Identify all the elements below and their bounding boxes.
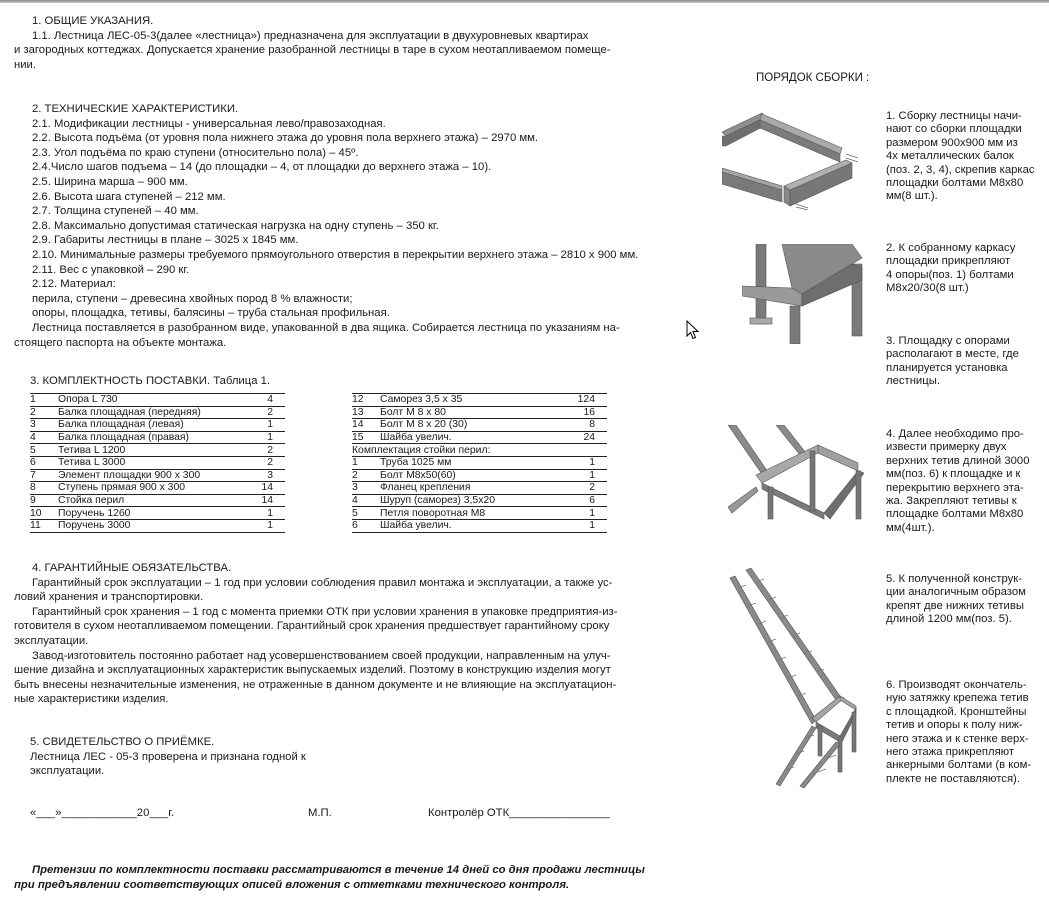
table-row bbox=[352, 469, 607, 482]
part-quantity: 1 bbox=[253, 431, 285, 444]
frame-beams-illustration bbox=[722, 110, 862, 210]
part-quantity: 1 bbox=[561, 469, 607, 482]
stamp-label: М.П. bbox=[308, 807, 332, 819]
section-warranty bbox=[14, 561, 639, 707]
paragraph-line: эксплуатации. bbox=[30, 765, 105, 778]
spec-item: перила, ступени – древесина хвойных пород 8 % влажности; bbox=[32, 292, 353, 305]
spec-item: 2.1. Модификации лестницы - универсальная лево/правозаходная. bbox=[32, 117, 386, 130]
table-row bbox=[30, 507, 285, 520]
step-line: 3. Площадку с опорами bbox=[886, 335, 1010, 347]
step-line: крепят две нижних тетивы bbox=[886, 599, 1024, 612]
part-quantity: 14 bbox=[253, 482, 285, 495]
row-number: 3 bbox=[352, 482, 380, 495]
row-number: 6 bbox=[352, 519, 380, 532]
row-number: 14 bbox=[352, 419, 380, 432]
paragraph-line: ловий хранения и транспортировки. bbox=[14, 591, 204, 604]
step-line: площадки прикрепляют bbox=[886, 255, 1011, 268]
table-row bbox=[352, 456, 607, 469]
table-row bbox=[30, 482, 285, 495]
row-number: 1 bbox=[352, 456, 380, 469]
step-line: планируется установка bbox=[886, 361, 1008, 374]
assembly-title: ПОРЯДОК СБОРКИ : bbox=[756, 72, 870, 84]
step-line: тетив и опоры к полу ниж- bbox=[886, 719, 1023, 732]
row-number: 4 bbox=[352, 494, 380, 507]
section-title: 1. ОБЩИЕ УКАЗАНИЯ. bbox=[32, 15, 154, 27]
spec-item: 2.5. Ширина марша – 900 мм. bbox=[32, 175, 188, 188]
spec-item: 2.4.Число шагов подъема – 14 (до площадки – 4, от площадки до верхнего этажа – 10). bbox=[32, 161, 492, 174]
part-quantity: 24 bbox=[561, 431, 607, 444]
section-acceptance bbox=[30, 735, 370, 779]
part-name: Поручень 3000 bbox=[58, 519, 253, 532]
section-title: 2. ТЕХНИЧЕСКИЕ ХАРАКТЕРИСТИКИ. bbox=[32, 103, 239, 115]
table-row bbox=[352, 431, 607, 444]
assembly-step-3 bbox=[886, 335, 1038, 389]
table-row bbox=[30, 419, 285, 432]
section-title: 4. ГАРАНТИЙНЫЕ ОБЯЗАТЕЛЬСТВА. bbox=[32, 562, 232, 574]
table-row bbox=[30, 469, 285, 482]
part-name: Поручень 1260 bbox=[58, 507, 253, 520]
part-quantity: 2 bbox=[253, 406, 285, 419]
row-number: 6 bbox=[30, 456, 58, 469]
paragraph-line: при предъявлении соответствующих описей вложения с отметками технического контроля. bbox=[14, 878, 570, 891]
table-row bbox=[30, 519, 285, 532]
step-line: плекте не поставляются). bbox=[886, 772, 1020, 785]
section-title: 3. КОМПЛЕКТНОСТЬ ПОСТАВКИ. Таблица 1. bbox=[30, 375, 271, 387]
spec-item: опоры, площадка, тетивы, балясины – труба стальная профильная. bbox=[32, 307, 390, 320]
step-line: анкерными болтами (в ком- bbox=[886, 759, 1032, 772]
step-line: 6. Производят окончатель- bbox=[886, 679, 1027, 691]
part-name: Балка площадная (правая) bbox=[58, 431, 253, 444]
step-line: него этажа прикрепляют bbox=[886, 746, 1015, 759]
part-name: Шайба увелич. bbox=[380, 431, 561, 444]
stringer-fitting-illustration bbox=[728, 425, 880, 520]
step-line: него этажа и к стенке верх- bbox=[886, 732, 1029, 745]
spec-item: 2.10. Минимальные размеры требуемого прямоугольного отверстия в перекрытии верхнего этажа – 2810 х 900 мм. bbox=[32, 248, 639, 261]
paragraph-line: Лестница ЛЕС - 05-3 проверена и признана годной к bbox=[30, 750, 306, 763]
mouse-cursor-icon bbox=[686, 320, 700, 340]
part-quantity: 2 bbox=[253, 444, 285, 457]
table-row bbox=[352, 419, 607, 432]
part-name: Ступень прямая 900 х 300 bbox=[58, 482, 253, 495]
part-quantity: 2 bbox=[561, 482, 607, 495]
paragraph-line: Гарантийный срок хранения – 1 год с момента приемки ОТК при условии хранения в упаковке предприятия-из- bbox=[32, 605, 618, 618]
part-name: Элемент площадки 900 х 300 bbox=[58, 469, 253, 482]
part-name: Тетива L 1200 bbox=[58, 444, 253, 457]
assembly-step-4 bbox=[886, 428, 1038, 535]
part-quantity: 1 bbox=[561, 456, 607, 469]
paragraph-line: 1.1. Лестница ЛЕС-05-3(далее «лестница») предназначена для эксплуатации в двухуровневых квартирах bbox=[32, 29, 589, 42]
part-quantity: 16 bbox=[561, 406, 607, 419]
step-line: извести примерку двух bbox=[886, 441, 1007, 454]
part-name: Петля поворотная М8 bbox=[380, 507, 561, 520]
paragraph-line: быть внесены незначительные изменения, не отраженные в данном документе и не влияющие на эксплуатацион- bbox=[14, 678, 617, 691]
table-row bbox=[30, 456, 285, 469]
part-quantity: 1 bbox=[561, 519, 607, 532]
step-line: нают со сборки площадки bbox=[886, 123, 1022, 136]
controller-field: Контролёр ОТК________________ bbox=[428, 807, 610, 819]
part-quantity: 8 bbox=[561, 419, 607, 432]
paragraph-line: стоящего паспорта на объекте монтажа. bbox=[14, 336, 227, 349]
step-line: мм(поз. 6) к площадке и к bbox=[886, 468, 1021, 481]
part-name: Болт М 8 х 20 (30) bbox=[380, 419, 561, 432]
step-line: располагают в месте, где bbox=[886, 348, 1019, 361]
step-line: 1. Сборку лестницы начи- bbox=[886, 110, 1022, 122]
step-line: (поз. 2, 3, 4), скрепив каркас bbox=[886, 163, 1035, 176]
step-line: ную затяжку крепежа тетив bbox=[886, 692, 1029, 705]
row-number: 8 bbox=[30, 482, 58, 495]
claims-notice bbox=[14, 863, 645, 892]
part-name: Тетива L 3000 bbox=[58, 456, 253, 469]
step-line: верхних тетив длиной 3000 bbox=[886, 454, 1030, 467]
table-row bbox=[352, 494, 607, 507]
step-line: М8х20/30(8 шт.) bbox=[886, 282, 969, 295]
part-quantity: 4 bbox=[253, 394, 285, 407]
spec-item: 2.7. Толщина ступеней – 40 мм. bbox=[32, 205, 199, 218]
paragraph-line: эксплуатации. bbox=[14, 634, 89, 647]
part-name: Балка площадная (левая) bbox=[58, 419, 253, 432]
step-line: 4 опоры(поз. 1) болтами bbox=[886, 268, 1014, 281]
part-name: Саморез 3,5 х 35 bbox=[380, 394, 561, 407]
table-row bbox=[352, 519, 607, 532]
step-line: 5. К полученной конструк- bbox=[886, 573, 1022, 585]
row-number: 15 bbox=[352, 431, 380, 444]
step-line: длиной 1200 мм(поз. 5). bbox=[886, 613, 1012, 626]
railing-kit-subtitle: Комплектация стойки перил: bbox=[352, 444, 607, 457]
parts-table-left bbox=[30, 393, 285, 533]
window-top-border bbox=[0, 0, 1049, 3]
part-name: Болт М8х50(60) bbox=[380, 469, 561, 482]
row-number: 7 bbox=[30, 469, 58, 482]
paragraph-line: Лестница поставляется в разобранном виде, упакованной в два ящика. Собирается лестница по указаниям на- bbox=[32, 321, 620, 334]
row-number: 13 bbox=[352, 406, 380, 419]
table-subheader-row bbox=[352, 444, 607, 457]
spec-item: 2.9. Габариты лестницы в плане – 3025 х 1845 мм. bbox=[32, 234, 299, 247]
part-name: Болт М 8 х 80 bbox=[380, 406, 561, 419]
row-number: 9 bbox=[30, 494, 58, 507]
step-line: лестницы. bbox=[886, 375, 940, 388]
step-line: ции аналогичным образом bbox=[886, 586, 1026, 599]
spec-item: 2.6. Высота шага ступеней – 212 мм. bbox=[32, 190, 226, 203]
step-line: 4х металлических балок bbox=[886, 150, 1014, 163]
part-quantity: 124 bbox=[561, 394, 607, 407]
spec-item: 2.8. Максимально допустимая статическая нагрузка на одну ступень – 350 кг. bbox=[32, 219, 439, 232]
row-number: 4 bbox=[30, 431, 58, 444]
step-line: площадке болтами М8х80 bbox=[886, 508, 1024, 521]
part-name: Шуруп (саморез) 3,5х20 bbox=[380, 494, 561, 507]
part-name: Труба 1025 мм bbox=[380, 456, 561, 469]
step-line: 4. Далее необходимо про- bbox=[886, 428, 1024, 440]
spec-item: 2.3. Угол подъёма по краю ступени (относительно пола) – 45º. bbox=[32, 146, 359, 159]
spec-item: 2.12. Материал: bbox=[32, 278, 116, 291]
part-quantity: 6 bbox=[561, 494, 607, 507]
table-row bbox=[352, 507, 607, 520]
row-number: 5 bbox=[352, 507, 380, 520]
row-number: 5 bbox=[30, 444, 58, 457]
step-line: жа. Закрепляют тетивы к bbox=[886, 495, 1017, 508]
paragraph-line: шение дизайна и эксплуатационных характеристик выпускаемых изделий. Поэтому в конструкцию изделия могут bbox=[14, 664, 611, 677]
date-field: «___»____________20___г. bbox=[30, 807, 175, 819]
part-quantity: 14 bbox=[253, 494, 285, 507]
assembly-step-6 bbox=[886, 679, 1038, 786]
part-quantity: 2 bbox=[253, 456, 285, 469]
paragraph-line: Претензии по комплектности поставки рассматриваются в течение 14 дней со дня продажи лестницы bbox=[32, 864, 645, 876]
step-line: площадки болтами М8х80 bbox=[886, 177, 1024, 190]
part-quantity: 3 bbox=[253, 469, 285, 482]
part-quantity: 1 bbox=[561, 507, 607, 520]
row-number: 11 bbox=[30, 519, 58, 532]
table-row bbox=[30, 444, 285, 457]
assembly-step-5 bbox=[886, 573, 1038, 627]
assembly-step-1 bbox=[886, 110, 1038, 204]
table-row bbox=[352, 406, 607, 419]
part-name: Фланец крепления bbox=[380, 482, 561, 495]
frame-legs-illustration bbox=[742, 244, 867, 344]
part-name: Балка площадная (передняя) bbox=[58, 406, 253, 419]
row-number: 10 bbox=[30, 507, 58, 520]
spec-item: 2.2. Высота подъёма (от уровня пола нижнего этажа до уровня пола верхнего этажа) – 2970 мм. bbox=[32, 132, 539, 145]
row-number: 3 bbox=[30, 419, 58, 432]
part-name: Опора L 730 bbox=[58, 394, 253, 407]
table-row bbox=[352, 394, 607, 407]
table-row bbox=[30, 394, 285, 407]
part-name: Стойка перил bbox=[58, 494, 253, 507]
table-row bbox=[30, 494, 285, 507]
step-line: перекрытию верхнего эта- bbox=[886, 481, 1024, 494]
section-title: 5. СВИДЕТЕЛЬСТВО О ПРИЁМКЕ. bbox=[30, 736, 215, 748]
paragraph-line: Завод-изготовитель постоянно работает над усовершенствованием своей продукции, направленным на улуч- bbox=[32, 649, 611, 662]
section-general bbox=[14, 14, 639, 72]
paragraph-line: Гарантийный срок эксплуатации – 1 год при условии соблюдения правил монтажа и эксплуатации, а также ус- bbox=[32, 576, 613, 589]
spec-item: 2.11. Вес с упаковкой – 290 кг. bbox=[32, 263, 190, 276]
full-stair-illustration bbox=[728, 568, 858, 788]
step-line: с площадкой. Кронштейны bbox=[886, 705, 1027, 718]
row-number: 2 bbox=[352, 469, 380, 482]
paragraph-line: и загородных коттеджах. Допускается хранение разобранной лестницы в таре в сухом неотапливаемом помеще- bbox=[14, 44, 611, 57]
table-row bbox=[30, 406, 285, 419]
step-line: размером 900х900 мм из bbox=[886, 136, 1018, 149]
table-row bbox=[30, 431, 285, 444]
table-row bbox=[352, 482, 607, 495]
paragraph-line: нии. bbox=[14, 58, 36, 71]
assembly-step-2 bbox=[886, 242, 1038, 296]
row-number: 12 bbox=[352, 394, 380, 407]
part-quantity: 1 bbox=[253, 519, 285, 532]
paragraph-line: готовителя в сухом неотапливаемом помещении. Гарантийный срок хранения предшествует гарантийному сроку bbox=[14, 620, 610, 633]
section-specs bbox=[14, 102, 639, 350]
row-number: 2 bbox=[30, 406, 58, 419]
part-quantity: 1 bbox=[253, 419, 285, 432]
paragraph-line: ные характеристики изделия. bbox=[14, 693, 169, 706]
step-line: 2. К собранному каркасу bbox=[886, 242, 1016, 254]
parts-table-right bbox=[352, 393, 607, 533]
step-line: мм(4шт.). bbox=[886, 521, 935, 534]
part-quantity: 1 bbox=[253, 507, 285, 520]
row-number: 1 bbox=[30, 394, 58, 407]
part-name: Шайба увелич. bbox=[380, 519, 561, 532]
signature-row bbox=[30, 806, 640, 822]
step-line: мм(8 шт.). bbox=[886, 190, 938, 203]
